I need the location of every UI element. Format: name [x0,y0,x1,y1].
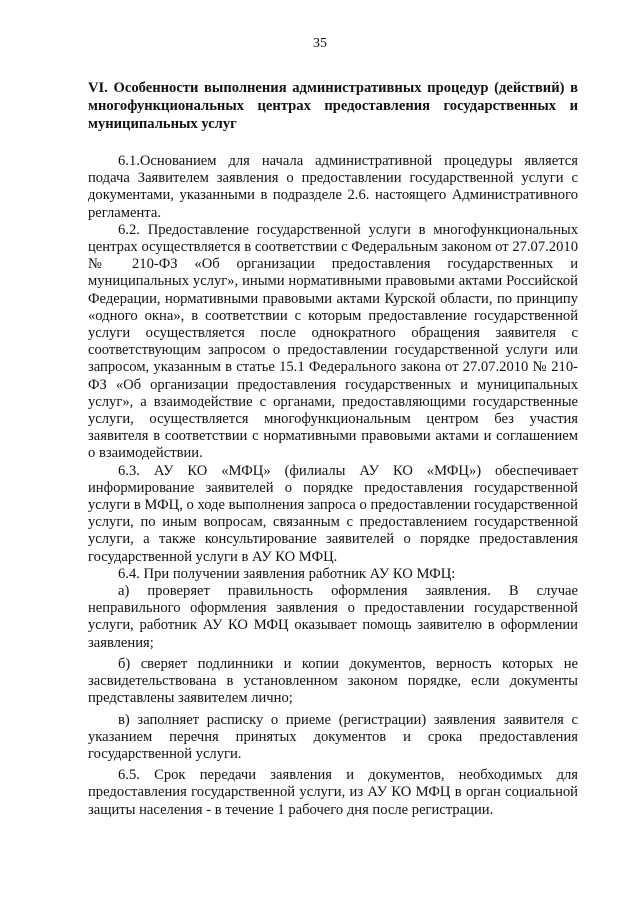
page-number: 35 [313,36,327,51]
paragraph-6-4-a: а) проверяет правильность оформления заявления. В случае неправильного оформления заявления о предоставлении государственной услуги, работник АУ КО МФЦ оказывает помощь заявителю в оформлении заявления; [88,583,578,651]
section-title: VI. Особенности выполнения административных процедур (действий) в многофункциональных центрах предоставления государственных и муниципальных услуг [88,80,578,132]
document-body [88,79,578,819]
paragraph-6-4: 6.4. При получении заявления работник АУ КО МФЦ: [118,565,456,582]
paragraph-6-1: 6.1.Основанием для начала административной процедуры является подача Заявителем заявления о предоставлении государственной услуги с документами, указанными в подразделе 2.6. настоящего Административного регламента. [88,153,578,221]
paragraph-6-4-b: б) сверяет подлинники и копии документов, верность которых не засвидетельствована в установленном законом порядке, если документы представлены заявителем лично; [88,655,578,707]
paragraph-6-4-v: в) заполняет расписку о приеме (регистрации) заявления заявителя с указанием перечня принятых документов и срока предоставления государственной услуги. [88,711,578,762]
paragraph-6-3: 6.3. АУ КО «МФЦ» (филиалы АУ КО «МФЦ») обеспечивает информирование заявителей о порядке предоставления государственной услуги в МФЦ, о ходе выполнения запроса о предоставлении государственной услуги, по иным вопросам, связанным с предоставлением государственной услуги, а также консультирование заявителей о порядке предоставления государственной услуги в АУ КО МФЦ. [88,462,578,565]
paragraph-6-2: 6.2. Предоставление государственной услуги в многофункциональных центрах осуществляется в соответствии с Федеральным законом от 27.07.2010 № 210-ФЗ «Об организации предоставления государственных и муниципальных услуг», иными нормативными правовыми актами Российской Федерации, нормативными правовыми актами Курской области, по принципу «одного окна», в соответствии с которым предоставление государственной услуги осуществляется после однократного обращения заявителя с соответствующим запросом о предоставлении государственной услуги или запросом, указанным в статье 15.1 Федерального закона от 27.07.2010 № 210-ФЗ «Об организации предоставления государственных и муниципальных услуг», а взаимодействие с органами, предоставляющими государственные услуги, осуществляется многофункциональным центром без участия заявителя в соответствии с нормативными правовыми актами и соглашением о взаимодействии. [88,221,578,462]
paragraph-6-5: 6.5. Срок передачи заявления и документов, необходимых для предоставления государственной услуги, из АУ КО МФЦ в орган социальной защиты населения - в течение 1 рабочего дня после регистрации. [88,767,578,818]
